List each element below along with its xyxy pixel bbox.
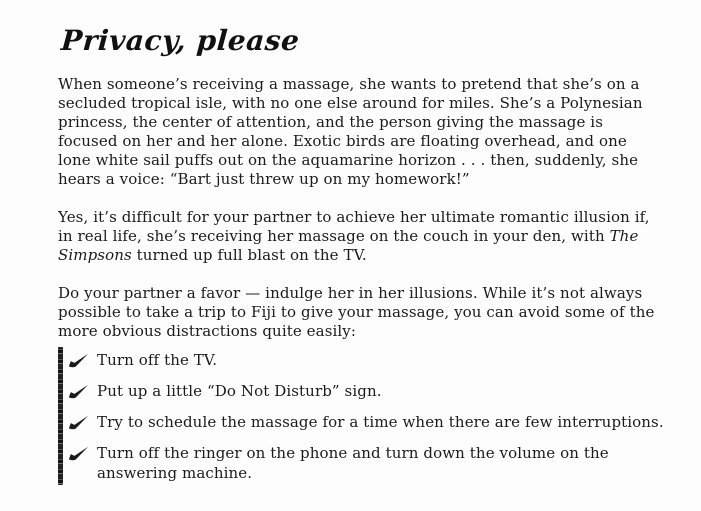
text-line xyxy=(58,94,701,113)
checklist-item xyxy=(68,412,701,432)
check-swoosh-icon xyxy=(68,353,89,368)
text-segment: princess, the center of attention, and the person giving the massage is xyxy=(58,113,603,131)
decorative-sidebar-rule xyxy=(58,347,63,485)
body-text xyxy=(58,75,701,341)
checklist-item-text xyxy=(97,412,664,432)
check-swoosh-icon xyxy=(68,446,89,461)
text-line xyxy=(58,246,701,265)
check-swoosh-icon xyxy=(68,415,89,430)
text-segment: secluded tropical isle, with no one else around for miles. She’s a Polynesian xyxy=(58,94,643,112)
checklist-item xyxy=(68,350,701,370)
paragraph xyxy=(58,208,701,265)
checklist xyxy=(58,350,701,483)
text-line: Put up a little “Do Not Disturb” sign. xyxy=(97,382,382,400)
text-segment: Yes, it’s difficult for your partner to achieve her ultimate romantic illusion if, xyxy=(58,208,650,226)
text-line: answering machine. xyxy=(97,464,253,482)
checklist-item-text xyxy=(97,381,382,401)
text-segment: focused on her and her alone. Exotic birds are floating overhead, and one xyxy=(58,132,627,150)
text-line: Turn off the TV. xyxy=(97,351,218,369)
text-segment: possible to take a trip to Fiji to give your massage, you can avoid some of the xyxy=(58,303,655,321)
page-title: Privacy, please xyxy=(60,24,301,57)
text-segment: in real life, she’s receiving her massage on the couch in your den, with xyxy=(58,227,610,245)
text-line xyxy=(58,208,701,227)
text-segment: more obvious distractions quite easily: xyxy=(58,322,357,340)
text-line xyxy=(58,170,701,189)
text-segment: Do your partner a favor — indulge her in her illusions. While it’s not always xyxy=(58,284,643,302)
text-line: Turn off the ringer on the phone and turn down the volume on the xyxy=(97,444,609,462)
text-line xyxy=(58,227,701,246)
text-segment: When someone’s receiving a massage, she wants to pretend that she’s on a xyxy=(58,75,640,93)
paragraph xyxy=(58,75,701,189)
text-line xyxy=(58,151,701,170)
checklist-item-text xyxy=(97,350,217,370)
checklist-item-text xyxy=(97,443,609,483)
text-line: Try to schedule the massage for a time when there are few interruptions. xyxy=(97,413,664,431)
text-line xyxy=(58,284,701,303)
paragraphs xyxy=(58,75,701,341)
text-line xyxy=(58,113,701,132)
paragraph xyxy=(58,284,701,341)
italic-text-segment: Simpsons xyxy=(58,246,132,264)
text-line xyxy=(58,322,701,341)
checklist-item xyxy=(68,381,701,401)
checklist-item xyxy=(68,443,701,483)
italic-text-segment: The xyxy=(609,227,639,245)
text-line xyxy=(58,132,701,151)
text-segment: hears a voice: “Bart just threw up on my homework!” xyxy=(58,170,470,188)
text-segment: turned up full blast on the TV. xyxy=(131,246,367,264)
text-line xyxy=(58,303,701,322)
text-line xyxy=(58,75,701,94)
check-swoosh-icon xyxy=(68,384,89,399)
text-segment: lone white sail puffs out on the aquamarine horizon . . . then, suddenly, she xyxy=(58,151,639,169)
